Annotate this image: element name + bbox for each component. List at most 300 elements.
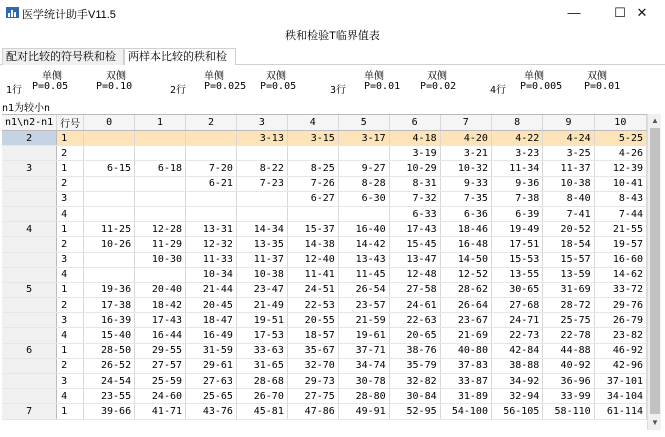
column-header[interactable]: 10 <box>594 115 646 131</box>
critical-value-cell[interactable]: 33-99 <box>543 389 594 404</box>
critical-value-cell[interactable]: 11-41 <box>287 267 338 282</box>
critical-value-cell[interactable]: 16-60 <box>594 252 646 267</box>
critical-value-cell[interactable]: 23-47 <box>236 282 287 297</box>
critical-value-cell[interactable]: 33-87 <box>440 374 491 389</box>
critical-value-cell[interactable] <box>135 191 186 206</box>
critical-value-cell[interactable]: 37-101 <box>594 374 646 389</box>
n1-cell[interactable]: 3 <box>2 161 57 176</box>
critical-value-cell[interactable]: 16-39 <box>84 313 135 328</box>
critical-value-cell[interactable]: 7-26 <box>287 176 338 191</box>
table-row[interactable] <box>2 298 647 313</box>
column-header[interactable]: 8 <box>491 115 542 131</box>
critical-value-cell[interactable]: 24-60 <box>135 389 186 404</box>
critical-value-cell[interactable]: 41-71 <box>135 404 186 419</box>
critical-value-cell[interactable]: 21-55 <box>594 222 646 237</box>
p-value-7: P=0.005 <box>520 81 563 92</box>
critical-value-cell[interactable]: 6-21 <box>186 176 237 191</box>
table-row[interactable] <box>2 358 647 373</box>
critical-value-cell[interactable]: 9-27 <box>338 161 389 176</box>
critical-value-cell[interactable]: 40-92 <box>543 358 594 373</box>
critical-value-cell[interactable] <box>287 146 338 161</box>
critical-value-cell[interactable] <box>135 206 186 221</box>
n1-cell[interactable] <box>2 374 57 389</box>
critical-value-cell[interactable]: 17-53 <box>236 328 287 343</box>
row-number-cell[interactable]: 4 <box>57 267 84 282</box>
p-value-8: P=0.01 <box>584 81 621 92</box>
critical-value-cell[interactable]: 3-13 <box>236 131 287 146</box>
critical-value-cell[interactable]: 47-86 <box>287 404 338 419</box>
critical-value-cell[interactable]: 25-59 <box>135 374 186 389</box>
critical-value-cell[interactable]: 20-45 <box>186 298 237 313</box>
column-header[interactable]: 2 <box>186 115 237 131</box>
column-header[interactable]: 4 <box>287 115 338 131</box>
critical-value-cell[interactable] <box>84 267 135 282</box>
table-row[interactable] <box>2 161 647 176</box>
critical-value-cell[interactable] <box>186 146 237 161</box>
critical-value-grid[interactable] <box>2 114 647 430</box>
critical-value-cell[interactable]: 19-57 <box>594 237 646 252</box>
critical-value-cell[interactable]: 6-18 <box>135 161 186 176</box>
row-number-cell[interactable]: 2 <box>57 358 84 373</box>
critical-value-cell[interactable]: 31-69 <box>543 282 594 297</box>
critical-value-cell[interactable]: 16-40 <box>338 222 389 237</box>
critical-value-cell[interactable]: 12-48 <box>389 267 440 282</box>
table-row[interactable] <box>2 282 647 297</box>
close-button[interactable]: ✕ <box>636 5 648 20</box>
row-number-cell[interactable]: 1 <box>57 131 84 146</box>
critical-value-cell[interactable]: 14-50 <box>440 252 491 267</box>
critical-value-cell[interactable]: 38-88 <box>491 358 542 373</box>
critical-value-cell[interactable]: 30-65 <box>491 282 542 297</box>
critical-value-cell[interactable]: 23-57 <box>338 298 389 313</box>
critical-value-cell[interactable] <box>84 206 135 221</box>
critical-value-cell[interactable] <box>84 176 135 191</box>
critical-value-cell[interactable]: 23-82 <box>594 328 646 343</box>
critical-value-cell[interactable]: 18-54 <box>543 237 594 252</box>
n1-cell[interactable] <box>2 328 57 343</box>
scrollbar-thumb[interactable] <box>650 128 660 414</box>
critical-value-cell[interactable]: 28-80 <box>338 389 389 404</box>
critical-value-cell[interactable]: 16-49 <box>186 328 237 343</box>
critical-value-cell[interactable] <box>84 191 135 206</box>
n1-cell[interactable]: 5 <box>2 282 57 297</box>
critical-value-cell[interactable]: 3-15 <box>287 131 338 146</box>
critical-value-cell[interactable]: 13-31 <box>186 222 237 237</box>
critical-value-cell[interactable]: 19-61 <box>338 328 389 343</box>
critical-value-cell[interactable]: 6-15 <box>84 161 135 176</box>
critical-value-cell[interactable]: 37-71 <box>338 343 389 358</box>
row-number-cell[interactable]: 1 <box>57 343 84 358</box>
critical-value-cell[interactable]: 23-67 <box>440 313 491 328</box>
critical-value-cell[interactable]: 58-110 <box>543 404 594 419</box>
critical-value-cell[interactable]: 12-28 <box>135 222 186 237</box>
table-row[interactable] <box>2 222 647 237</box>
critical-value-cell[interactable]: 27-75 <box>287 389 338 404</box>
table-row[interactable] <box>2 191 647 206</box>
critical-value-cell[interactable]: 13-35 <box>236 237 287 252</box>
critical-value-cell[interactable] <box>338 206 389 221</box>
critical-value-cell[interactable]: 26-54 <box>338 282 389 297</box>
tab-paired-signed-rank[interactable]: 配对比较的符号秩和检 <box>2 48 124 65</box>
critical-value-cell[interactable] <box>338 146 389 161</box>
critical-value-cell[interactable]: 27-68 <box>491 298 542 313</box>
critical-value-cell[interactable]: 31-89 <box>440 389 491 404</box>
critical-value-cell[interactable]: 29-73 <box>287 374 338 389</box>
critical-value-cell[interactable]: 8-22 <box>236 161 287 176</box>
table-row[interactable] <box>2 404 647 419</box>
n1-cell[interactable] <box>2 206 57 221</box>
critical-value-table <box>2 115 647 420</box>
critical-value-cell[interactable]: 18-46 <box>440 222 491 237</box>
critical-value-cell[interactable]: 10-41 <box>594 176 646 191</box>
n1-cell[interactable] <box>2 176 57 191</box>
critical-value-cell[interactable]: 13-47 <box>389 252 440 267</box>
row-label-2: 2行 <box>170 85 187 96</box>
critical-value-cell[interactable]: 11-37 <box>543 161 594 176</box>
scroll-down-icon[interactable]: ▼ <box>651 418 659 427</box>
critical-value-cell[interactable] <box>135 176 186 191</box>
critical-value-cell[interactable]: 12-40 <box>287 252 338 267</box>
row-number-cell[interactable]: 3 <box>57 191 84 206</box>
critical-value-cell[interactable]: 17-51 <box>491 237 542 252</box>
critical-value-cell[interactable]: 35-79 <box>389 358 440 373</box>
critical-value-cell[interactable]: 12-32 <box>186 237 237 252</box>
row-number-cell[interactable]: 1 <box>57 222 84 237</box>
critical-value-cell[interactable]: 26-79 <box>594 313 646 328</box>
critical-value-cell[interactable]: 10-32 <box>440 161 491 176</box>
critical-value-cell[interactable]: 20-52 <box>543 222 594 237</box>
critical-value-cell[interactable]: 21-69 <box>440 328 491 343</box>
critical-value-cell[interactable]: 3-21 <box>440 146 491 161</box>
critical-value-cell[interactable]: 14-62 <box>594 267 646 282</box>
critical-value-cell[interactable]: 15-53 <box>491 252 542 267</box>
table-row[interactable] <box>2 237 647 252</box>
critical-value-cell[interactable]: 23-55 <box>84 389 135 404</box>
critical-value-cell[interactable]: 6-33 <box>389 206 440 221</box>
critical-value-cell[interactable]: 29-76 <box>594 298 646 313</box>
critical-value-cell[interactable]: 4-18 <box>389 131 440 146</box>
critical-value-cell[interactable]: 26-70 <box>236 389 287 404</box>
critical-value-cell[interactable]: 18-57 <box>287 328 338 343</box>
critical-value-cell[interactable]: 25-75 <box>543 313 594 328</box>
critical-value-cell[interactable]: 32-70 <box>287 358 338 373</box>
critical-value-cell[interactable]: 8-28 <box>338 176 389 191</box>
critical-value-cell[interactable]: 4-22 <box>491 131 542 146</box>
critical-value-cell[interactable]: 10-29 <box>389 161 440 176</box>
critical-value-cell[interactable]: 28-68 <box>236 374 287 389</box>
critical-value-cell[interactable]: 28-50 <box>84 343 135 358</box>
table-row[interactable] <box>2 252 647 267</box>
critical-value-cell[interactable]: 11-29 <box>135 237 186 252</box>
critical-value-cell[interactable]: 4-20 <box>440 131 491 146</box>
critical-value-cell[interactable]: 9-33 <box>440 176 491 191</box>
critical-value-cell[interactable]: 35-67 <box>287 343 338 358</box>
critical-value-cell[interactable]: 6-27 <box>287 191 338 206</box>
critical-value-cell[interactable]: 12-52 <box>440 267 491 282</box>
critical-value-cell[interactable]: 27-57 <box>135 358 186 373</box>
header-two-sided-4: 双侧 <box>587 71 607 82</box>
critical-value-cell[interactable]: 20-40 <box>135 282 186 297</box>
critical-value-cell[interactable]: 33-63 <box>236 343 287 358</box>
critical-value-cell[interactable]: 19-36 <box>84 282 135 297</box>
critical-value-cell[interactable]: 15-45 <box>389 237 440 252</box>
critical-value-cell[interactable]: 13-43 <box>338 252 389 267</box>
critical-value-cell[interactable]: 7-41 <box>543 206 594 221</box>
critical-value-cell[interactable]: 7-38 <box>491 191 542 206</box>
critical-value-cell[interactable]: 54-100 <box>440 404 491 419</box>
column-header[interactable]: 1 <box>135 115 186 131</box>
critical-value-cell[interactable]: 3-25 <box>543 146 594 161</box>
n1-cell[interactable] <box>2 252 57 267</box>
critical-value-cell[interactable]: 11-25 <box>84 222 135 237</box>
critical-value-cell[interactable] <box>236 191 287 206</box>
table-row[interactable] <box>2 131 647 146</box>
critical-value-cell[interactable]: 22-73 <box>491 328 542 343</box>
critical-value-cell[interactable]: 31-65 <box>236 358 287 373</box>
critical-value-cell[interactable]: 22-78 <box>543 328 594 343</box>
row-number-cell[interactable]: 3 <box>57 374 84 389</box>
critical-value-cell[interactable] <box>84 131 135 146</box>
critical-value-cell[interactable]: 7-32 <box>389 191 440 206</box>
row-number-cell[interactable]: 2 <box>57 298 84 313</box>
critical-value-cell[interactable]: 52-95 <box>389 404 440 419</box>
critical-value-cell[interactable] <box>236 206 287 221</box>
critical-value-cell[interactable]: 28-72 <box>543 298 594 313</box>
critical-value-cell[interactable]: 28-62 <box>440 282 491 297</box>
table-row[interactable] <box>2 176 647 191</box>
critical-value-cell[interactable]: 20-65 <box>389 328 440 343</box>
row-number-cell[interactable]: 4 <box>57 206 84 221</box>
critical-value-cell[interactable]: 21-49 <box>236 298 287 313</box>
critical-value-cell[interactable]: 4-24 <box>543 131 594 146</box>
n1-cell[interactable] <box>2 146 57 161</box>
critical-value-cell[interactable]: 45-81 <box>236 404 287 419</box>
critical-value-cell[interactable]: 13-59 <box>543 267 594 282</box>
row-number-cell[interactable]: 3 <box>57 252 84 267</box>
vertical-scrollbar[interactable] <box>647 114 661 430</box>
critical-value-cell[interactable]: 6-36 <box>440 206 491 221</box>
critical-value-cell[interactable]: 32-94 <box>491 389 542 404</box>
critical-value-cell[interactable]: 40-80 <box>440 343 491 358</box>
critical-value-cell[interactable]: 29-55 <box>135 343 186 358</box>
critical-value-cell[interactable]: 46-92 <box>594 343 646 358</box>
critical-value-cell[interactable]: 26-52 <box>84 358 135 373</box>
critical-value-cell[interactable]: 31-59 <box>186 343 237 358</box>
row-number-cell[interactable]: 2 <box>57 237 84 252</box>
critical-value-cell[interactable]: 10-38 <box>236 267 287 282</box>
critical-value-cell[interactable]: 34-74 <box>338 358 389 373</box>
critical-value-cell[interactable]: 22-53 <box>287 298 338 313</box>
critical-value-cell[interactable]: 24-61 <box>389 298 440 313</box>
critical-value-cell[interactable]: 19-51 <box>236 313 287 328</box>
header-two-sided-2: 双侧 <box>266 71 286 82</box>
critical-value-cell[interactable] <box>135 131 186 146</box>
table-row[interactable] <box>2 206 647 221</box>
critical-value-cell[interactable]: 7-35 <box>440 191 491 206</box>
table-row[interactable] <box>2 267 647 282</box>
critical-value-cell[interactable]: 16-44 <box>135 328 186 343</box>
critical-value-cell[interactable] <box>135 146 186 161</box>
critical-value-cell[interactable]: 37-83 <box>440 358 491 373</box>
column-header[interactable]: 6 <box>389 115 440 131</box>
table-row[interactable] <box>2 389 647 404</box>
critical-value-cell[interactable]: 44-88 <box>543 343 594 358</box>
critical-value-cell[interactable]: 14-38 <box>287 237 338 252</box>
critical-value-cell[interactable] <box>236 146 287 161</box>
maximize-button[interactable]: ☐ <box>614 5 626 20</box>
critical-value-cell[interactable]: 4-26 <box>594 146 646 161</box>
critical-value-cell[interactable]: 9-36 <box>491 176 542 191</box>
n1-cell[interactable] <box>2 313 57 328</box>
critical-value-cell[interactable]: 56-105 <box>491 404 542 419</box>
critical-value-cell[interactable]: 17-38 <box>84 298 135 313</box>
chart-app-icon <box>6 7 19 18</box>
critical-value-cell[interactable] <box>84 252 135 267</box>
critical-value-cell[interactable]: 25-65 <box>186 389 237 404</box>
critical-value-cell[interactable]: 7-23 <box>236 176 287 191</box>
critical-value-cell[interactable]: 22-63 <box>389 313 440 328</box>
critical-value-cell[interactable]: 10-30 <box>135 252 186 267</box>
table-row[interactable] <box>2 374 647 389</box>
critical-value-cell[interactable]: 14-42 <box>338 237 389 252</box>
critical-value-cell[interactable]: 32-82 <box>389 374 440 389</box>
column-header[interactable]: n1\n2-n1 <box>2 115 57 131</box>
critical-value-cell[interactable]: 43-76 <box>186 404 237 419</box>
critical-value-cell[interactable]: 6-39 <box>491 206 542 221</box>
critical-value-cell[interactable]: 8-31 <box>389 176 440 191</box>
critical-value-cell[interactable]: 18-47 <box>186 313 237 328</box>
tab-two-sample-rank-sum[interactable]: 两样本比较的秩和检 <box>124 48 236 66</box>
critical-value-cell[interactable]: 11-33 <box>186 252 237 267</box>
critical-value-cell[interactable]: 3-23 <box>491 146 542 161</box>
critical-value-cell[interactable]: 24-54 <box>84 374 135 389</box>
p-value-4: P=0.05 <box>260 81 297 92</box>
column-header[interactable]: 3 <box>236 115 287 131</box>
critical-value-cell[interactable]: 10-34 <box>186 267 237 282</box>
row-number-cell[interactable]: 1 <box>57 282 84 297</box>
critical-value-cell[interactable]: 27-63 <box>186 374 237 389</box>
critical-value-cell[interactable]: 14-34 <box>236 222 287 237</box>
critical-value-cell[interactable]: 34-92 <box>491 374 542 389</box>
scroll-up-icon[interactable]: ▲ <box>651 116 659 125</box>
critical-value-cell[interactable]: 8-43 <box>594 191 646 206</box>
n1-cell[interactable] <box>2 267 57 282</box>
critical-value-cell[interactable]: 12-39 <box>594 161 646 176</box>
critical-value-cell[interactable]: 33-72 <box>594 282 646 297</box>
critical-value-cell[interactable]: 11-45 <box>338 267 389 282</box>
critical-value-cell[interactable]: 10-26 <box>84 237 135 252</box>
critical-value-cell[interactable] <box>84 146 135 161</box>
critical-value-cell[interactable]: 38-76 <box>389 343 440 358</box>
critical-value-cell[interactable]: 18-42 <box>135 298 186 313</box>
critical-value-cell[interactable]: 10-38 <box>543 176 594 191</box>
critical-value-cell[interactable]: 26-64 <box>440 298 491 313</box>
critical-value-cell[interactable]: 36-96 <box>543 374 594 389</box>
n1-cell[interactable] <box>2 389 57 404</box>
critical-value-cell[interactable]: 3-19 <box>389 146 440 161</box>
critical-value-cell[interactable]: 11-37 <box>236 252 287 267</box>
row-number-cell[interactable]: 1 <box>57 404 84 419</box>
critical-value-cell[interactable] <box>186 206 237 221</box>
row-label-4: 4行 <box>490 85 507 96</box>
minimize-button[interactable]: — <box>567 5 581 20</box>
table-row[interactable] <box>2 343 647 358</box>
n1-cell[interactable] <box>2 358 57 373</box>
column-header[interactable]: 9 <box>543 115 594 131</box>
critical-value-cell[interactable]: 20-55 <box>287 313 338 328</box>
table-row[interactable] <box>2 313 647 328</box>
p-value-6: P=0.02 <box>420 81 457 92</box>
critical-value-cell[interactable]: 27-58 <box>389 282 440 297</box>
table-row[interactable] <box>2 328 647 343</box>
row-number-cell[interactable]: 4 <box>57 328 84 343</box>
critical-value-cell[interactable]: 42-84 <box>491 343 542 358</box>
n1-cell[interactable]: 6 <box>2 343 57 358</box>
row-number-cell[interactable]: 2 <box>57 176 84 191</box>
n1-cell[interactable] <box>2 191 57 206</box>
critical-value-cell[interactable]: 7-20 <box>186 161 237 176</box>
critical-value-cell[interactable]: 19-49 <box>491 222 542 237</box>
row-number-cell[interactable]: 4 <box>57 389 84 404</box>
critical-value-cell[interactable]: 30-78 <box>338 374 389 389</box>
critical-value-cell[interactable]: 29-61 <box>186 358 237 373</box>
n1-cell[interactable] <box>2 237 57 252</box>
critical-value-cell[interactable]: 24-71 <box>491 313 542 328</box>
critical-value-cell[interactable]: 39-66 <box>84 404 135 419</box>
critical-value-cell[interactable]: 8-40 <box>543 191 594 206</box>
critical-value-cell[interactable]: 15-37 <box>287 222 338 237</box>
critical-value-cell[interactable] <box>135 267 186 282</box>
row-number-cell[interactable]: 3 <box>57 313 84 328</box>
n1-cell[interactable]: 4 <box>2 222 57 237</box>
column-header[interactable]: 5 <box>338 115 389 131</box>
critical-value-cell[interactable]: 61-114 <box>594 404 646 419</box>
table-row[interactable] <box>2 146 647 161</box>
critical-value-cell[interactable]: 15-40 <box>84 328 135 343</box>
critical-value-cell[interactable]: 30-84 <box>389 389 440 404</box>
critical-value-cell[interactable]: 11-34 <box>491 161 542 176</box>
critical-value-cell[interactable]: 16-48 <box>440 237 491 252</box>
critical-value-cell[interactable]: 3-17 <box>338 131 389 146</box>
critical-value-cell[interactable] <box>287 206 338 221</box>
critical-value-cell[interactable]: 15-57 <box>543 252 594 267</box>
critical-value-cell[interactable]: 17-43 <box>389 222 440 237</box>
critical-value-cell[interactable]: 21-44 <box>186 282 237 297</box>
critical-value-cell[interactable]: 5-25 <box>594 131 646 146</box>
critical-value-cell[interactable]: 6-30 <box>338 191 389 206</box>
n1-cell[interactable]: 2 <box>2 131 57 146</box>
critical-value-cell[interactable]: 13-55 <box>491 267 542 282</box>
critical-value-cell[interactable]: 42-96 <box>594 358 646 373</box>
column-header[interactable]: 0 <box>84 115 135 131</box>
critical-value-cell[interactable]: 24-51 <box>287 282 338 297</box>
critical-value-cell[interactable]: 17-43 <box>135 313 186 328</box>
critical-value-cell[interactable]: 21-59 <box>338 313 389 328</box>
p-value-2: P=0.10 <box>96 81 133 92</box>
row-number-cell[interactable]: 2 <box>57 146 84 161</box>
row-number-cell[interactable]: 1 <box>57 161 84 176</box>
critical-value-cell[interactable] <box>186 191 237 206</box>
critical-value-cell[interactable] <box>186 131 237 146</box>
critical-value-cell[interactable]: 8-25 <box>287 161 338 176</box>
column-header[interactable]: 行号 <box>57 115 84 131</box>
n1-cell[interactable] <box>2 298 57 313</box>
critical-value-cell[interactable]: 49-91 <box>338 404 389 419</box>
critical-value-cell[interactable]: 7-44 <box>594 206 646 221</box>
column-header[interactable]: 7 <box>440 115 491 131</box>
n1-cell[interactable]: 7 <box>2 404 57 419</box>
critical-value-cell[interactable]: 34-104 <box>594 389 646 404</box>
